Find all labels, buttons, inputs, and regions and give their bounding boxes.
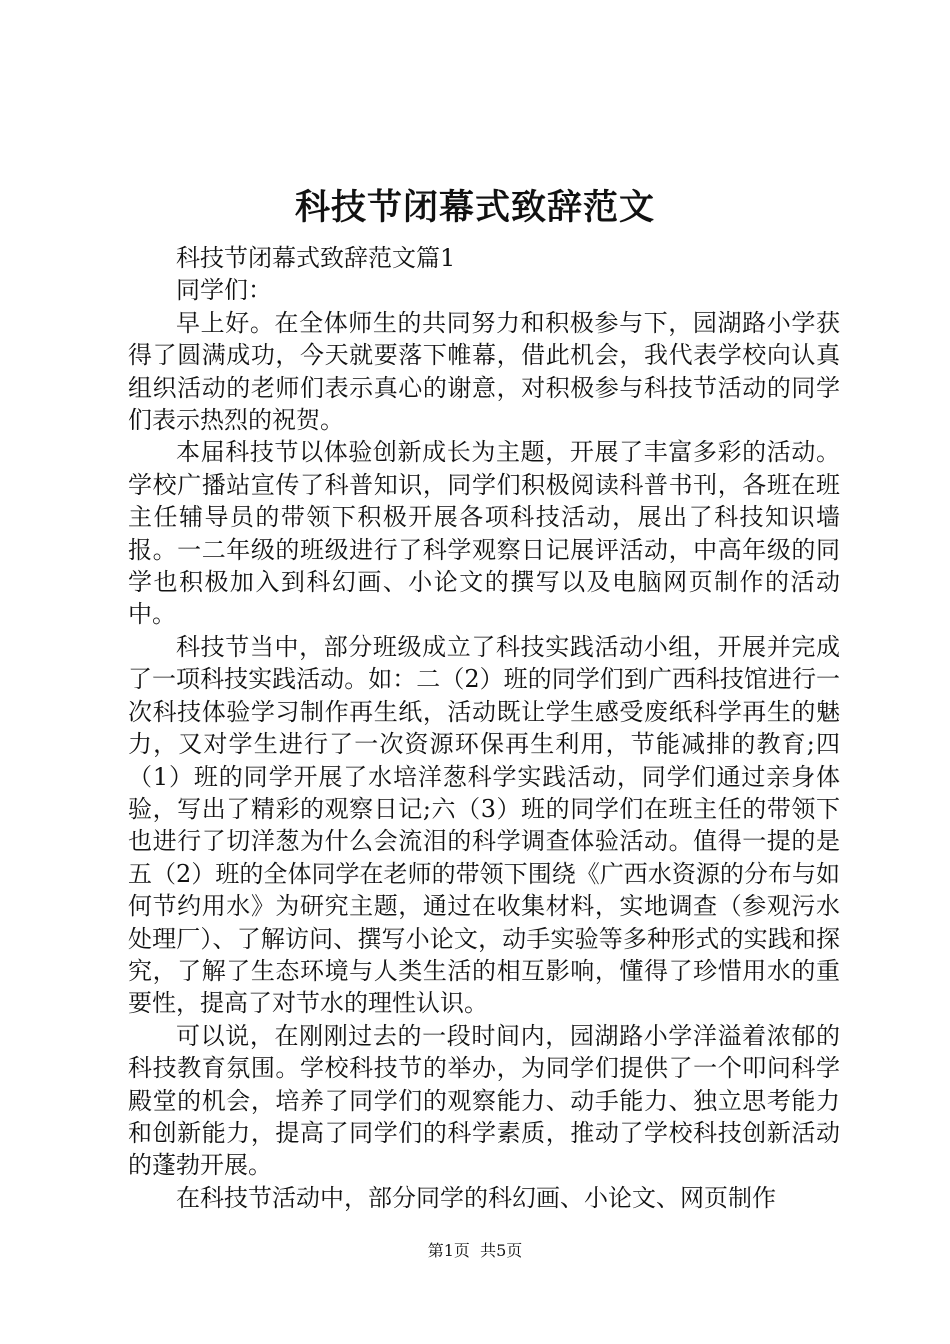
page-number: 第1页 [427, 1241, 470, 1260]
document-title: 科技节闭幕式致辞范文 [294, 187, 655, 228]
paragraph: 在科技节活动中，部分同学的科幻画、小论文、网页制作 [176, 1183, 776, 1212]
paragraph: 可以说，在刚刚过去的一段时间内，园湖路小学洋溢着浓郁的科技教育氛围。学校科技节的举办，为同学们提供了一个叩问科学殿堂的机会，培养了同学们的观察能力、动手能力、独立思考能力和创新能力，提高了同学们的科学素质，推动了学校科技创新活动的蓬勃开展。 [128, 1021, 840, 1180]
page-total: 共5页 [480, 1241, 523, 1260]
paragraph: 早上好。在全体师生的共同努力和积极参与下，园湖路小学获得了圆满成功，今天就要落下帷幕，借此机会，我代表学校向认真组织活动的老师们表示真心的谢意，对积极参与科技节活动的同学们表示热烈的祝贺。 [128, 308, 840, 435]
paragraph: 本届科技节以体验创新成长为主题，开展了丰富多彩的活动。学校广播站宣传了科普知识，同学们积极阅读科普书刊，各班在班主任辅导员的带领下积极开展各项科技活动，展出了科技知识墙报。一二年级的班级进行了科学观察日记展评活动，中高年级的同学也积极加入到科幻画、小论文的撰写以及电脑网页制作的活动中。 [128, 438, 840, 629]
paragraph: 科技节当中，部分班级成立了科技实践活动小组，开展并完成了一项科技实践活动。如：二（2）班的同学们到广西科技馆进行一次科技体验学习制作再生纸，活动既让学生感受废纸科学再生的魅力，又对学生进行了一次资源环保再生利用，节能减排的教育;四（1）班的同学开展了水培洋葱科学实践活动，同学们通过亲身体验，写出了精彩的观察日记;六（3）班的同学们在班主任的带领下也进行了切洋葱为什么会流泪的科学调查体验活动。值得一提的是五（2）班的全体同学在老师的带领下围绕《广西水资源的分布与如何节约用水》为研究主题，通过在收集材料，实地调查（参观污水处理厂）、了解访问、撰写小论文，动手实验等多种形式的实践和探究，了解了生态环境与人类生活的相互影响，懂得了珍惜用水的重要性，提高了对节水的理性认识。 [128, 632, 840, 1018]
page-footer [0, 1240, 950, 1262]
salutation: 同学们： [176, 276, 272, 305]
section-heading: 科技节闭幕式致辞范文篇1 [176, 244, 456, 272]
document-body [128, 242, 840, 1214]
